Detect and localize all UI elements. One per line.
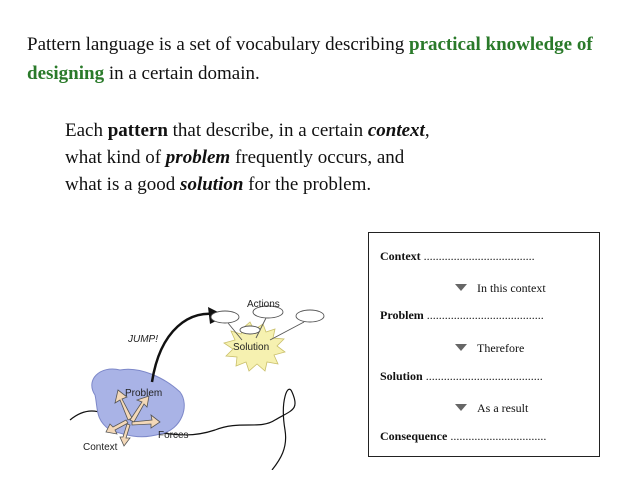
consequence-row [380, 429, 546, 444]
label-problem: Problem [125, 388, 163, 399]
down-triangle-icon [455, 344, 467, 351]
down-triangle-icon [455, 404, 467, 411]
context-row [380, 249, 535, 264]
problem-term: Problem [380, 308, 424, 322]
consequence-term: Consequence [380, 429, 448, 443]
problem-region [92, 369, 184, 437]
description-line-3 [65, 171, 625, 198]
intro-text-end: in a certain domain. [104, 63, 260, 84]
problem-row [380, 308, 544, 323]
label-forces: Forces [158, 430, 189, 441]
problem-dots: ....................................... [426, 308, 544, 322]
label-solution: Solution [233, 342, 270, 353]
desc-text: , [424, 120, 430, 141]
description-line-1 [65, 117, 625, 144]
in-this-context-connector [455, 281, 546, 296]
consequence-dots: ................................ [450, 429, 547, 443]
connector-label: As a result [477, 401, 529, 415]
pattern-structure-box [368, 232, 600, 457]
label-jump: JUMP! [128, 334, 158, 345]
desc-text: what kind of [65, 147, 166, 168]
term-context: context [367, 120, 425, 141]
intro-highlight: practical knowledge of designing [27, 34, 593, 84]
therefore-connector [455, 341, 524, 356]
intro-text-start: Pattern language is a set of vocabulary describing [27, 34, 409, 55]
pattern-diagram [60, 270, 350, 470]
desc-text: for the problem. [243, 174, 372, 195]
solution-row [380, 369, 543, 384]
term-solution: solution [180, 174, 244, 195]
label-actions: Actions [247, 299, 280, 310]
description-line-2 [65, 144, 625, 171]
term-pattern: pattern [107, 120, 168, 141]
term-problem: problem [165, 147, 231, 168]
context-term: Context [380, 249, 421, 263]
desc-text: Each [65, 120, 108, 141]
context-dots: ..................................... [423, 249, 535, 263]
desc-text: what is a good [65, 174, 181, 195]
as-a-result-connector [455, 401, 528, 416]
description-paragraph [65, 117, 625, 198]
desc-text: frequently occurs, and [230, 147, 405, 168]
intro-paragraph [27, 30, 607, 88]
down-triangle-icon [455, 284, 467, 291]
solution-term: Solution [380, 369, 423, 383]
connector-label: In this context [477, 281, 546, 295]
label-context: Context [83, 442, 118, 453]
desc-text: that describe, in a certain [167, 120, 368, 141]
connector-label: Therefore [477, 341, 525, 355]
jump-arrow [152, 314, 220, 382]
solution-dots: ....................................... [425, 369, 543, 383]
